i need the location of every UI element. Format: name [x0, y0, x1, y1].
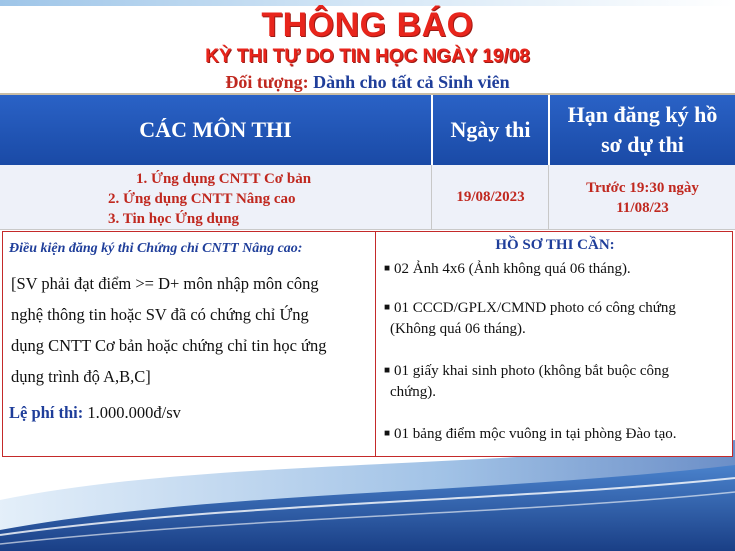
- exam-fee: [9, 403, 181, 423]
- subject-item: 3. Tin học Ứng dụng: [108, 211, 240, 227]
- document-item: [384, 423, 677, 445]
- conditions-title: Điều kiện đăng ký thi Chứng chỉ CNTT Nâng cao:: [9, 241, 303, 256]
- row-divider: [431, 165, 432, 230]
- document-item: [384, 297, 676, 340]
- deadline-line1: Trước 19:30 ngày: [586, 179, 699, 196]
- subject-item: 2. Ứng dụng CNTT Nâng cao: [108, 191, 296, 207]
- schedule-data-row: [0, 165, 735, 230]
- square-bullet-icon: ■: [384, 263, 391, 274]
- fee-value: 1.000.000đ/sv: [87, 403, 181, 422]
- details-divider: [375, 232, 376, 456]
- conditions-line: dụng CNTT Cơ bản hoặc chứng chỉ tin học ứng: [11, 336, 327, 355]
- audience-value: Dành cho tất cả Sinh viên: [313, 72, 510, 92]
- square-bullet-icon: ■: [384, 302, 391, 313]
- header-deadline-line1: Hạn đăng ký hồ: [567, 102, 718, 128]
- square-bullet-icon: ■: [384, 365, 391, 376]
- fee-label: Lệ phí thi:: [9, 403, 84, 422]
- document-text: 01 CCCD/GPLX/CMND photo có công chứng: [394, 300, 676, 316]
- document-text: 01 bảng điểm mộc vuông in tại phòng Đào tạo.: [394, 426, 677, 442]
- page-title: THÔNG BÁO: [261, 6, 474, 44]
- schedule-header-row: [0, 95, 735, 165]
- audience-line: [0, 72, 735, 93]
- audience-label: Đối tượng:: [225, 72, 309, 92]
- page-subtitle: KỲ THI TỰ DO TIN HỌC NGÀY 19/08: [205, 46, 530, 67]
- document-item: [384, 360, 669, 403]
- header-deadline-line2: sơ dự thi: [601, 132, 684, 157]
- details-box: [2, 231, 733, 457]
- document-text: chứng).: [390, 384, 437, 400]
- row-divider: [548, 165, 549, 230]
- conditions-line: dụng trình độ A,B,C]: [11, 367, 151, 386]
- document-text: 01 giấy khai sinh photo (không bắt buộc công: [394, 363, 670, 379]
- document-item: [384, 258, 631, 280]
- conditions-line: [SV phải đạt điểm >= D+ môn nhập môn công: [11, 274, 319, 293]
- subject-item: 1. Ứng dụng CNTT Cơ bản: [136, 171, 312, 187]
- conditions-body: [11, 268, 367, 392]
- document-text: (Không quá 06 tháng).: [390, 321, 526, 337]
- conditions-line: nghệ thông tin hoặc SV đã có chứng chỉ Ứng: [11, 305, 309, 324]
- deadline-line2: 11/08/23: [616, 199, 669, 216]
- header-deadline: [550, 95, 735, 165]
- deadline-value: [550, 165, 735, 230]
- document-text: 02 Ảnh 4x6 (Ảnh không quá 06 tháng).: [394, 261, 631, 277]
- exam-date-value: 19/08/2023: [456, 189, 525, 205]
- square-bullet-icon: ■: [384, 428, 391, 439]
- header-exam-date: Ngày thi: [450, 117, 531, 143]
- header-subjects: CÁC MÔN THI: [139, 117, 292, 143]
- schedule-table: [0, 93, 735, 230]
- documents-title: HỒ SƠ THI CẦN:: [495, 237, 615, 253]
